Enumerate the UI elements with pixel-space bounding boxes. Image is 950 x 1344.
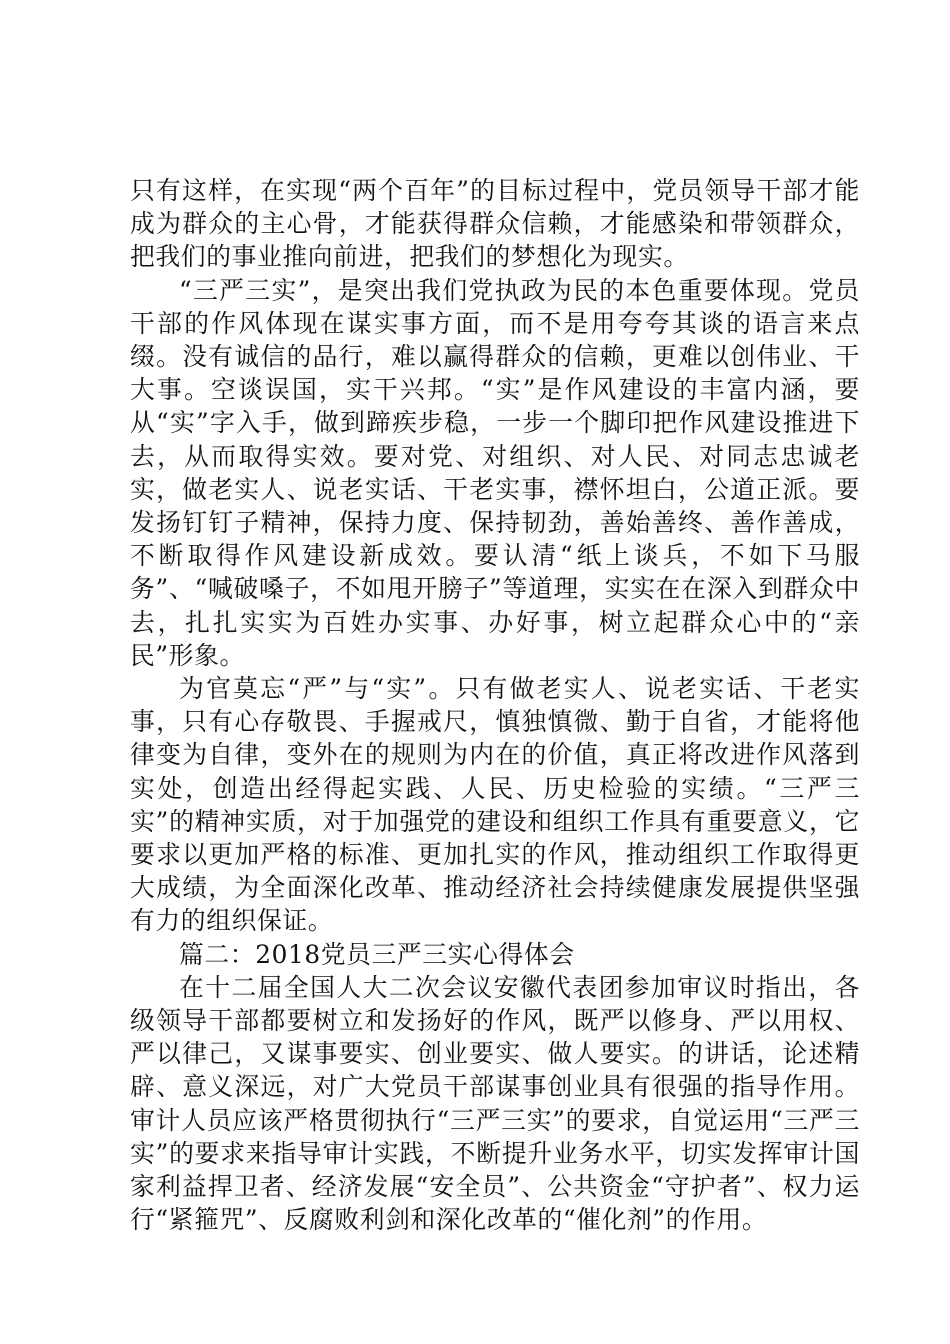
- paragraph-strict-and-practical: 为官莫忘“严”与“实”。只有做老实人、说老实话、干老实事，只有心存敬畏、手握戒尺，慎独慎微、勤于自省，才能将他律变为自律，变外在的规则为内在的价值，真正将改进作风落到实处，创造出经得起实践、人民、历史检验的实绩。“三严三实”的精神实质，对于加强党的建设和组织工作具有重要意义，它要求以更加严格的标准、更加扎实的作风，推动组织工作取得更大成绩，为全面深化改革、推动经济社会持续健康发展提供坚强有力的组织保证。: [130, 674, 860, 936]
- document-body: [130, 174, 860, 1237]
- paragraph-audit: 在十二届全国人大二次会议安徽代表团参加审议时指出，各级领导干部都要树立和发扬好的作风，既严以修身、严以用权、严以律己，又谋事要实、创业要实、做人要实。的讲话，论述精辟、意义深远，对广大党员干部谋事创业具有很强的指导作用。审计人员应该严格贯彻执行“三严三实”的要求，自觉运用“三严三实”的要求来指导审计实践，不断提升业务水平，切实发挥审计国家利益捍卫者、经济发展“安全员”、公共资金“守护者”、权力运行“紧箍咒”、反腐败利剑和深化改革的“催化剂”的作用。: [130, 972, 860, 1235]
- paragraph-three-stricts-practice: “三严三实”，是突出我们党执政为民的本色重要体现。党员干部的作风体现在谋实事方面，而不是用夸夸其谈的语言来点缀。没有诚信的品行，难以赢得群众的信赖，更难以创伟业、干大事。空谈误国，实干兴邦。“实”是作风建设的丰富内涵，要从“实”字入手，做到蹄疾步稳，一步一个脚印把作风建设推进下去，从而取得实效。要对党、对组织、对人民、对同志忠诚老实，做老实人、说老实话、干老实事，襟怀坦白，公道正派。要发扬钉钉子精神，保持力度、保持韧劲，善始善终、善作善成，不断取得作风建设新成效。要认清“纸上谈兵，不如下马服务”、“喊破嗓子，不如甩开膀子”等道理，实实在在深入到群众中去，扎扎实实为百姓办实事、办好事，树立起群众心中的“亲民”形象。: [130, 275, 860, 670]
- section-heading: 篇二：2018党员三严三实心得体会: [179, 939, 575, 969]
- paragraph-continuation: 只有这样，在实现“两个百年”的目标过程中，党员领导干部才能成为群众的主心骨，才能获得群众信赖，才能感染和带领群众，把我们的事业推向前进，把我们的梦想化为现实。: [130, 176, 860, 272]
